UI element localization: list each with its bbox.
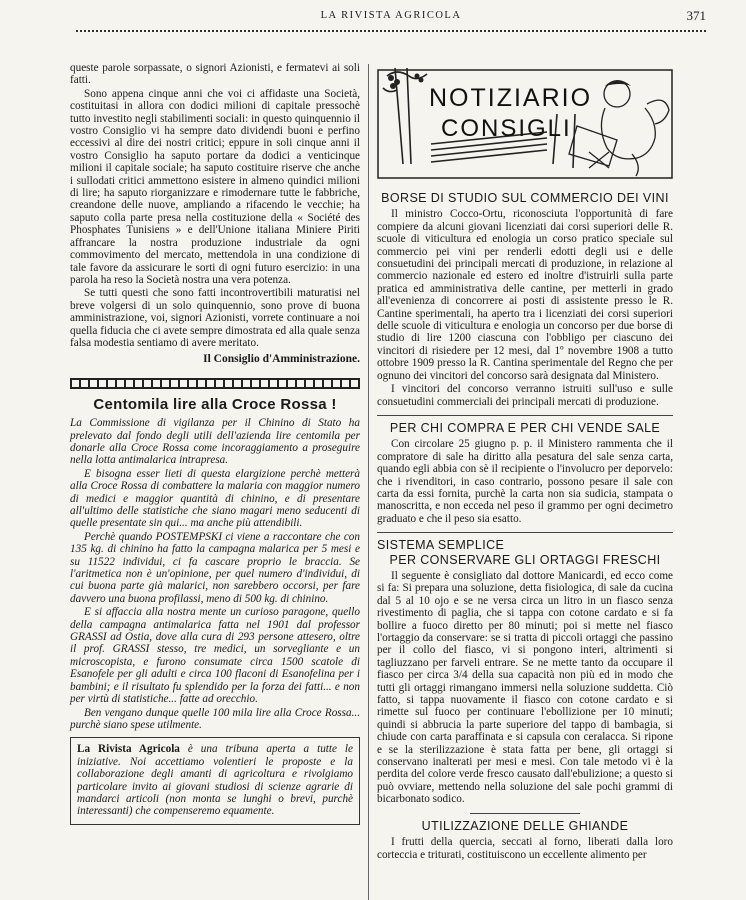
right-column (377, 192, 673, 862)
invitation-body: è una tribuna aperta a tutte le iniziative. Noi accettiamo volentieri le proposte e la collaborazione degli amanti di agricoltura e rivolgiamo particolare invito ai giovani studiosi di scienze agrarie di mandarci articoli (non monta se lunghi o brevi, purchè interessanti) che compenseremo equamente. (77, 743, 353, 818)
ornamental-divider (70, 378, 360, 389)
section-rule (377, 532, 673, 533)
masthead-title-line2: CONSIGLI (441, 115, 572, 142)
paragraph: queste parole sorpassate, o signori Azionisti, e fermatevi ai soli fatti. (70, 62, 360, 87)
paragraph: Perchè quando POSTEMPSKI ci viene a raccontare che con 135 kg. di chinino ha fatto la campagna malarica per 5 mesi e su 11522 individui, ci fa cascare proprio le braccia. Se l'aritmetica non è un'opinione, per quel numero d'individui, di cui buona parte già malarici, non sarebbero occorsi, per fare davvero una buona profilassi, meno di 500 kg. di chinino. (70, 530, 360, 605)
paragraph: Il seguente è consigliato dal dottore Manicardi, ed ecco come si fa: Si prepara una soluzione, detta fisiologica, di sale da cucina dal 5 al 10 ojo e se ne versa circa un litro in un fiasco senza rivestimento di paglia, che si tappa con cotone cardato e si fa bollire a fuoco diretto per 80 minuti; poi si mette nel fiasco l'ortaggio da conservare: se si tratta di piccoli ortaggi che passino per il collo del fiasco, vi si pongono interi, altrimenti si tagliuzzano per farveli entrare. Se ne mette tanto da occupare il fiasco per circa 3/4 della sua capacità non più ed in modo che tutti gli ortaggi rimangano immersi nella soluzione suddetta. Ciò fatto, si tappa nuovamente il fiasco con cotone cardato e si rimette sul fuoco per continuare l'ebollizione per 10 minuti; quindi si abbrucia la parte superiore del tappo di bambagia, si chiude con carta paraffinata e si capsula con ceralacca. Si ripone e se la sterilizzazione è stata fatta per bene, gli ortaggi si conservano inalterati per mesi e mesi. Con tale metodo vi è la perdita del colore verde fresco causato dall'ebulizione; a questo si può ovviare, mettendo nella soluzione del sale pochi grammi di bicarbonato sodico. (377, 569, 673, 806)
paragraph: Ben vengano dunque quelle 100 mila lire alla Croce Rossa... purchè siano spese utilmente. (70, 706, 360, 731)
journal-title: LA RIVISTA AGRICOLA (320, 10, 462, 21)
paragraph: La Commissione di vigilanza per il Chinino di Stato ha prelevato dal fondo degli utili dell'azienda lire centomila per donarle alla Croce Rossa come incoraggiamento a proseguire nella lotta antimalarica intrapresa. (70, 417, 360, 467)
section-rule (377, 415, 673, 416)
section-rule (470, 813, 580, 814)
paragraph: Il ministro Cocco-Ortu, riconosciuta l'opportunità di fare compiere da alcuni giovani licenziati dai corsi superiori delle R. scuole di viticultura ed enologia un corso pratico speciale sul commercio pei vini per renderli edotti degli usi e delle consuetudini dei principali mercati di produzione, in relazione al commercio nazionale ed estero ed inoltre d'istruirli sulla parte pratica ed amministrativa delle cantine, per metterli in grado all'evenienza di concorrere ai posti di assistente presso le R. Cantine sperimentali, ha aperto tra i licenziati dei corsi superiori delle scuole di viticultura e enologia un concorso per due borse di studio di lire 1200 ciascuna con l'obbligo per ciascuno dei vincitori di risiedere per 12 mesi, dal 1º novembre 1908 a tutto ottobre 1909 presso la R. Cantina sperimentale del Regno che per ognuno dei vincitori del concorso sarà designata dal Ministero. (377, 208, 673, 382)
invitation-box (70, 737, 360, 824)
section-title-sale: PER CHI COMPRA E PER CHI VENDE SALE (389, 420, 661, 435)
paragraph: I vincitori del concorso verranno istruiti sull'uso e sulle consuetudini commerciali dei principali mercati di produzione. (377, 383, 673, 408)
paragraph: I frutti della quercia, seccati al forno, liberati dalla loro corteccia e triturati, costituiscono un eccellente alimento per (377, 836, 673, 861)
page-header (76, 8, 706, 40)
article-title-croce-rossa: Centomila lire alla Croce Rossa ! (93, 395, 337, 413)
signature: Il Consiglio d'Amministrazione. (203, 353, 360, 366)
section-subtitle-ortaggi: PER CONSERVARE GLI ORTAGGI FRESCHI (389, 552, 661, 567)
invitation-lead: La Rivista Agricola (77, 743, 180, 756)
paragraph: Se tutti questi che sono fatti incontrovertibili maturatisi nel breve volgersi di un solo quinquennio, sono prove di buona amministrazione, voi, signori Azionisti, vorrete continuare a noi quella fiducia che ci avete sempre dimostrata ed alla quale senza falsa modestia sentiamo di avere meritato. (70, 287, 360, 349)
page-number: 371 (686, 8, 706, 23)
article-croce-rossa (70, 417, 360, 731)
paragraph: Con circolare 25 giugno p. p. il Ministero rammenta che il compratore di sale ha diritto alla pesatura del sale senza carta, quando egli abbia con sè il recipiente o l'involucro per deporvelo: che i rivenditori, in caso contrario, possono pesare il sale con carta da essi fornita, purchè la carta non sia sudicia, stampata o manoscritta, e non ecceda nel peso il grammo per ogni decimetro graduato e che il peso sia esatto. (377, 438, 673, 525)
left-column (70, 62, 360, 825)
paragraph: Sono appena cinque anni che voi ci affidaste una Società, costituitasi in allora con dodici milioni di capitale pressochè tutto investito negli stabilimenti sociali: in questo quinquennio il vostro Consiglio vi ha sempre dato dividendi buoni e perfino eccessivi al dire dei nostri critici; eppure in soli cinque anni il vostro Consiglio ha saputo portare da dodici a venticinque milioni il capitale sociale; ha saputo costituire riserve che anche i sullodati critici ammettono esistere in almeno quindici milioni di lire; ha saputo riorganizzare e rimodernare tutte le fabbriche, creandone delle nuove, ampliando a rifacendo le vecchie; ha saputo colla parte presa nella costituzione della « Société des Phosphates Tunisiens » e dell'Unione italiana Miniere Piriti affrancare la nostra produzione industriale da ogni commovimento del mercato, mettendola in una condizione di tale favore da assicurare le sorti di ogni futuro esercizio: in una parola ha reso la Società nostra una vera potenza. (70, 87, 360, 286)
masthead-illustration (377, 64, 673, 182)
section-title-sistema: SISTEMA SEMPLICE (377, 538, 505, 553)
invitation-text (77, 743, 353, 817)
header-dotted-rule (76, 30, 706, 32)
column-divider (368, 64, 369, 900)
paragraph: E bisogna esser lieti di questa elargizione perchè metterà alla Croce Rossa di combattere la malaria con maggior numero di medici e maggior quantità di chinino, e di presentare all'ultimo delle statistiche che siano magari meno seducenti di quelle presentate sin qui... ma anche più attendibili. (70, 467, 360, 530)
section-title-ghiande: UTILIZZAZIONE DELLE GHIANDE (421, 818, 629, 833)
section-title-borse: BORSE DI STUDIO SUL COMMERCIO DEI VINI (381, 191, 669, 205)
masthead-title-line1: NOTIZIARIO (429, 84, 593, 112)
paragraph: E si affaccia alla nostra mente un curioso paragone, quello della campagna antimalarica fatta nel 1901 dal professor GRASSI ad Ostia, dove alla cura di 293 persone attesero, oltre il prof. GRASSI stesso, tre medici, un sorvegliante e un microscopista, e furono consumate circa 1500 scatole di Esanofele per gli adulti e circa 100 flaconi di Esanofelina per i bambini; e il risultato fu splendido per la forza dei fatti... e non per virtù di statistiche... fatte ad orecchio. (70, 606, 360, 706)
notiziario-masthead (377, 64, 673, 182)
